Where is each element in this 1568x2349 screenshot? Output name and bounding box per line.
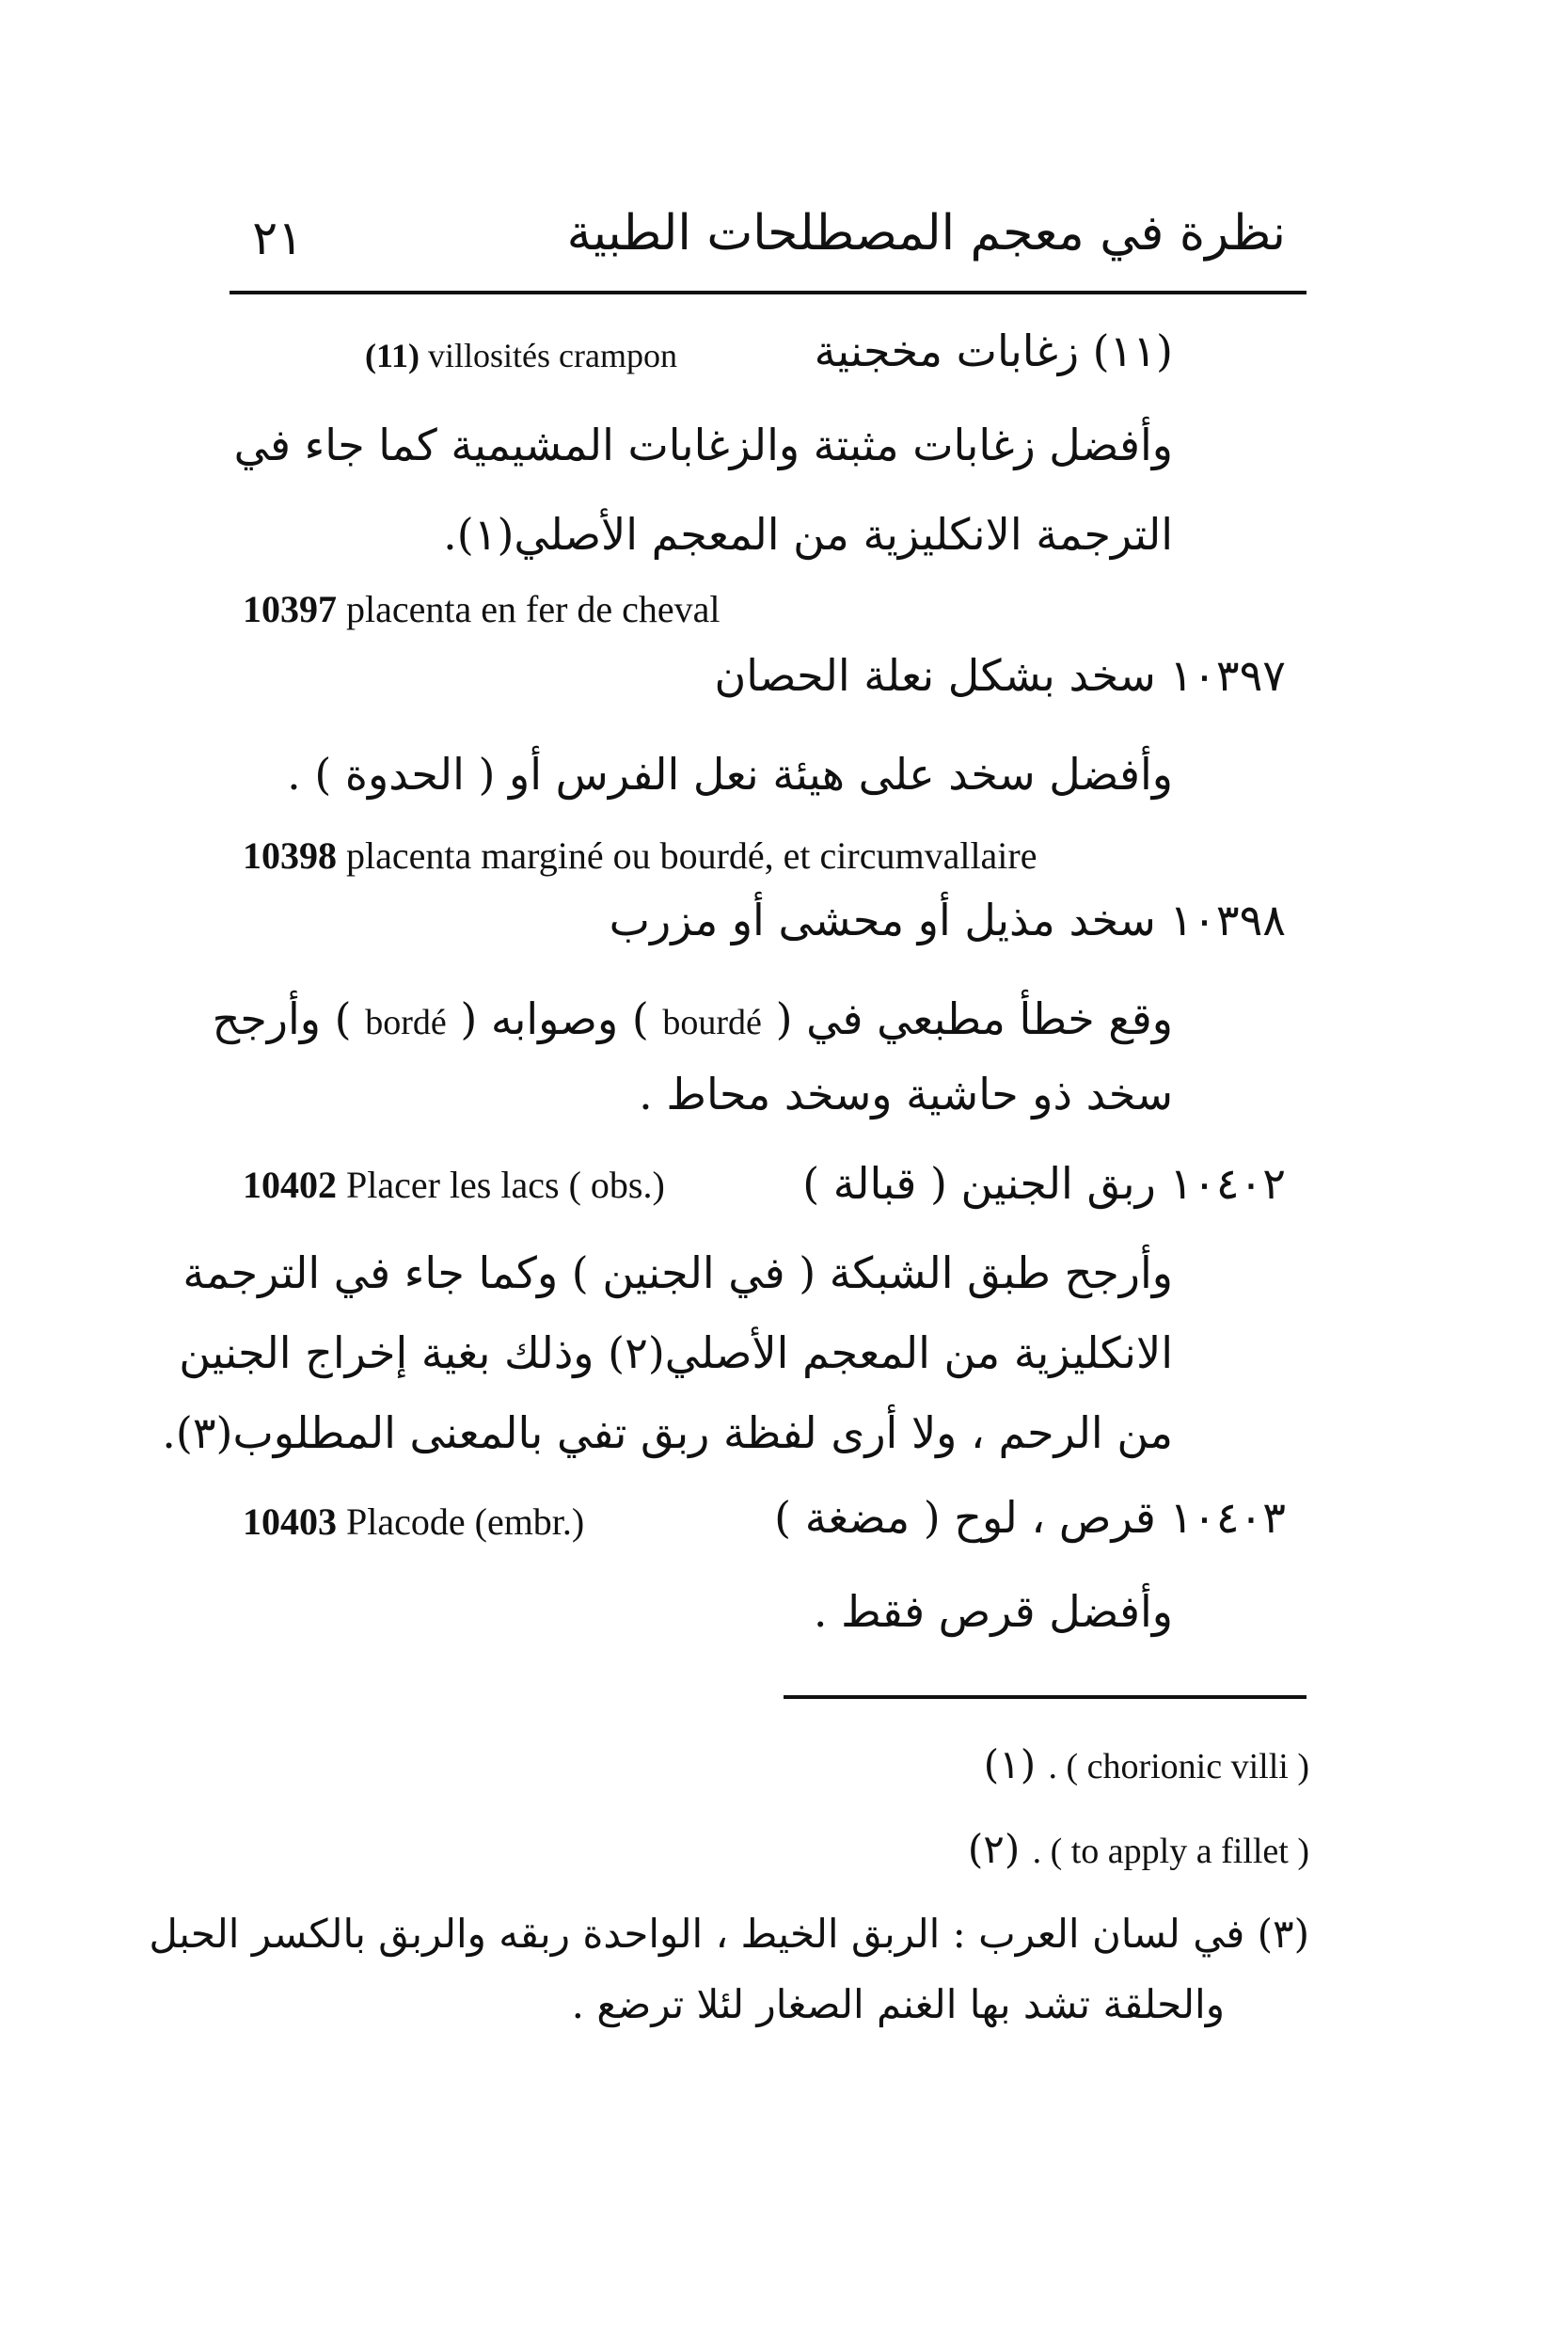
entry-10402-body-line-3: من الرحم ، ولا أرى لفظة ربق تفي بالمعنى المطلوب(٣). <box>162 1407 1173 1458</box>
entry-10402-fr: 10402 Placer les lacs ( obs.) <box>243 1164 665 1206</box>
entry-10398-ar: ١٠٣٩٨ سخد مذيل أو محشى أو مزرب <box>609 895 1286 945</box>
entry-10397-ar: ١٠٣٩٧ سخد بشكل نعلة الحصان <box>714 650 1286 701</box>
entry-11-ar: (١١) زغابات مخجنية <box>814 325 1173 376</box>
entry-10398-body-line-1: وقع خطأ مطبعي في ( bourdé ) وصوابه ( bordé ) وأرجح <box>212 993 1173 1044</box>
page-number: ٢١ <box>252 211 303 265</box>
header-rule <box>230 291 1307 294</box>
entry-11-fr: (11) villosités crampon <box>365 337 677 374</box>
entry-10403-fr: 10403 Placode (embr.) <box>243 1500 585 1543</box>
footnote-3: (٣) في لسان العرب : الربق الخيط ، الواحدة ربقه والربق بالكسر الحبل <box>149 1911 1309 1957</box>
entry-10398-body-line-2: سخد ذو حاشية وسخد محاط . <box>639 1069 1173 1119</box>
entry-10403-body-line-1: وأفضل قرص فقط . <box>813 1586 1173 1637</box>
entry-11-body-line-1: وأفضل زغابات مثبتة والزغابات المشيمية كما جاء في <box>233 420 1173 470</box>
entry-10402-body-line-1: وأرجح طبق الشبكة ( في الجنين ) وكما جاء في الترجمة <box>182 1247 1173 1298</box>
running-title: نظرة في معجم المصطلحات الطبية <box>566 205 1286 262</box>
entry-10397-fr: 10397 placenta en fer de cheval <box>243 588 721 630</box>
footnote-2: (٢) . ( to apply a fillet ) <box>967 1826 1309 1872</box>
footnote-3-continuation: والحلقة تشد بها الغنم الصغار لئلا ترضع . <box>571 1981 1225 2027</box>
entry-10402-body-line-2: الانكليزية من المعجم الأصلي(٢) وذلك بغية إخراج الجنين <box>179 1327 1173 1378</box>
footnote-rule <box>784 1695 1307 1699</box>
footnote-1: (١) . ( chorionic villi ) <box>983 1741 1309 1787</box>
entry-11-body-line-2: الترجمة الانكليزية من المعجم الأصلي(١). <box>443 509 1173 560</box>
entry-10403-ar: ١٠٤٠٣ قرص ، لوح ( مضغة ) <box>774 1492 1286 1543</box>
entry-10402-ar: ١٠٤٠٢ ربق الجنين ( قبالة ) <box>802 1158 1286 1209</box>
entry-10398-fr: 10398 placenta marginé ou bourdé, et circumvallaire <box>243 834 1037 877</box>
entry-10397-body-line-1: وأفضل سخد على هيئة نعل الفرس أو ( الحدوة ) . <box>287 749 1173 800</box>
